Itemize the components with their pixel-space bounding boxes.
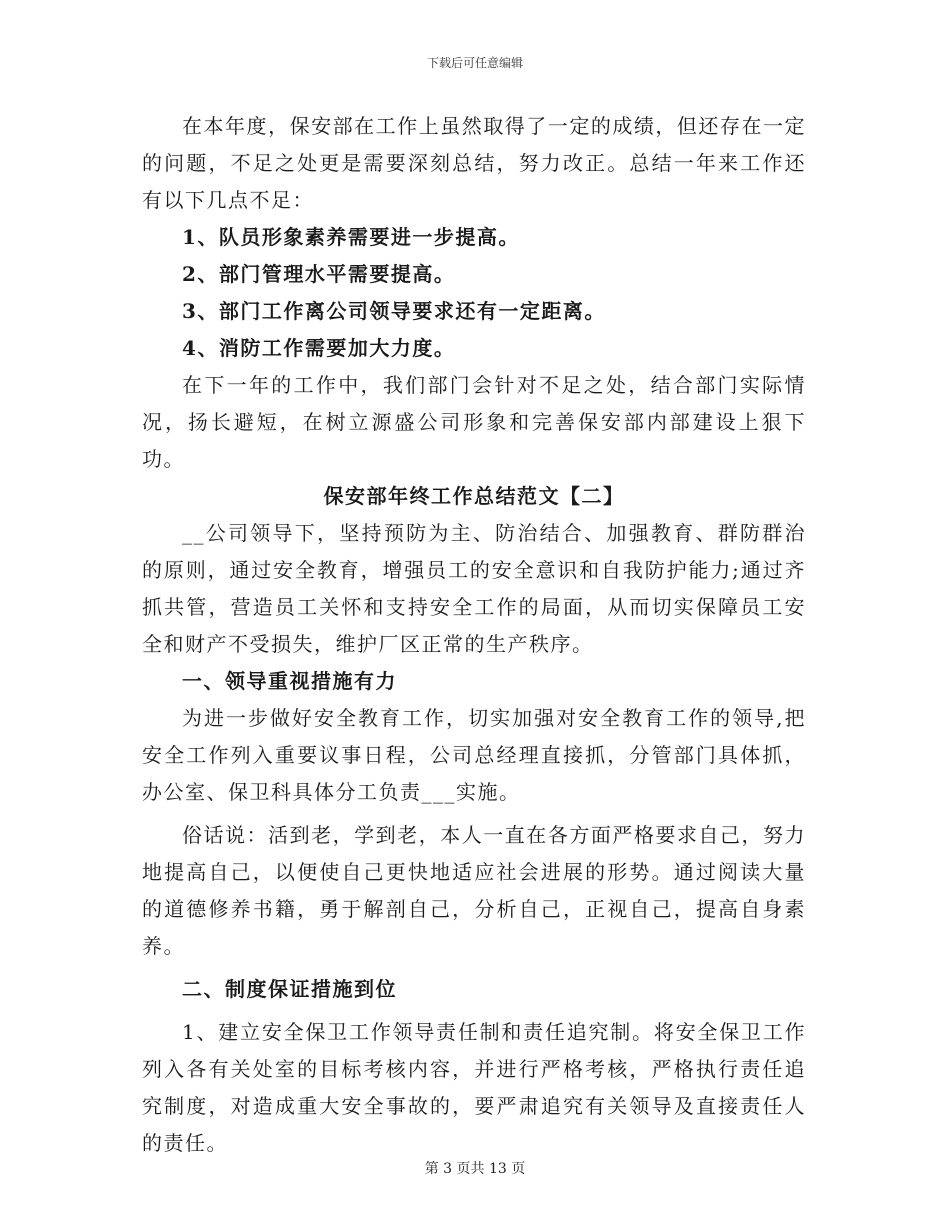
paragraph-intro: 在本年度，保安部在工作上虽然取得了一定的成绩，但还存在一定的问题，不足之处更是需要深刻总结，努力改正。总结一年来工作还有以下几点不足： [142, 114, 806, 212]
list-item-1: 1、队员形象素养需要进一步提高。 [182, 225, 520, 249]
paragraph-responsibility: 1、建立安全保卫工作领导责任制和责任追究制。将安全保卫工作列入各有关处室的目标考核内容，并进行严格考核，严格执行责任追究制度，对造成重大安全事故的，要严肃追究有关领导及直接责任人的责任。 [142, 1020, 806, 1155]
paragraph-next-year: 在下一年的工作中，我们部门会针对不足之处，结合部门实际情况，扬长避短，在树立源盛公司形象和完善保安部内部建设上狠下功。 [142, 373, 806, 471]
paragraph-leadership: 为进一步做好安全教育工作，切实加强对安全教育工作的领导,把安全工作列入重要议事日程，公司总经理直接抓，分管部门具体抓，办公室、保卫科具体分工负责___实施。 [142, 706, 806, 804]
paragraph-principles: __公司领导下，坚持预防为主、防治结合、加强教育、群防群治的原则，通过安全教育，增强员工的安全意识和自我防护能力;通过齐抓共管，营造员工关怀和支持安全工作的局面，从而切实保障员工安全和财产不受损失，维护厂区正常的生产秩序。 [142, 521, 806, 656]
paragraph-self-improvement: 俗话说：活到老，学到老，本人一直在各方面严格要求自己，努力地提高自己，以便使自己更快地适应社会进展的形势。通过阅读大量的道德修养书籍，勇于解剖自己，分析自己，正视自己，提高自身素养。 [142, 823, 806, 958]
page-header: 下载后可任意编辑 [426, 56, 523, 70]
list-item-2: 2、部门管理水平需要提高。 [182, 262, 456, 286]
heading-leadership: 一、领导重视措施有力 [182, 669, 397, 693]
list-item-3: 3、部门工作离公司领导要求还有一定距离。 [182, 299, 606, 323]
section-title: 保安部年终工作总结范文【二】 [323, 484, 625, 508]
heading-system: 二、制度保证措施到位 [182, 977, 397, 1001]
page-number: 第 3 页共 13 页 [424, 1161, 526, 1177]
list-item-4: 4、消防工作需要加大力度。 [182, 336, 456, 360]
document-body [142, 108, 806, 1162]
